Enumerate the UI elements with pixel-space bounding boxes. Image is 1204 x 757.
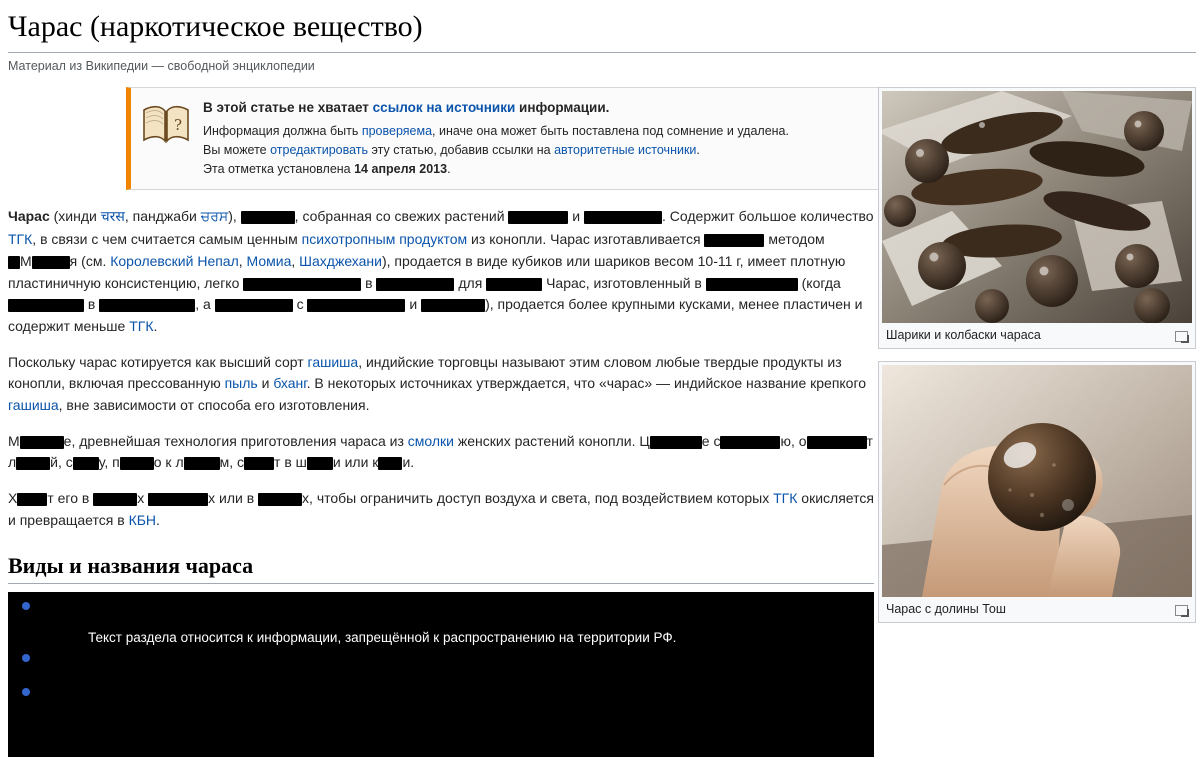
p1-seg4: . Содержит большое количество [662, 208, 874, 224]
p4-b: т его в [47, 490, 93, 506]
article-content [8, 87, 1196, 757]
image-column [878, 87, 1196, 636]
redaction-bar [650, 436, 702, 449]
p2-a: Поскольку чарас котируется как высший сорт [8, 354, 308, 370]
redaction-bar [241, 211, 295, 224]
royal-nepal-link[interactable]: Королевский Непал [110, 253, 239, 269]
p1-seg2: , собранная со свежих растений [295, 208, 509, 224]
edit-link[interactable]: отредактировать [270, 143, 368, 157]
p2-c: и [258, 375, 274, 391]
p4-e: х, чтобы ограничить доступ воздуха и света, под воздействием которых [302, 490, 773, 506]
p3-n: и. [402, 454, 414, 470]
p3-g: л [8, 454, 16, 470]
redaction-bar [148, 493, 208, 506]
redaction-notice-text: Текст раздела относится к информации, запрещённой к распространению на территории РФ. [88, 630, 676, 645]
p1-end: . [154, 318, 158, 334]
p1-seg5: , в связи с чем считается самым ценным [32, 231, 301, 247]
redaction-bar [486, 278, 542, 291]
p1-seg18: ), продается более крупными кусками, менее пластичен и содержит меньше [8, 296, 862, 334]
p1-sep1: , [239, 253, 247, 269]
redaction-bar [508, 211, 568, 224]
redaction-bar [243, 278, 361, 291]
caption-text: Шарики и колбаски чараса [886, 328, 1041, 342]
shahjehani-link[interactable]: Шахджехани [299, 253, 382, 269]
notice-line3-a: Эта отметка установлена [203, 162, 354, 176]
p1-seg7: методом [764, 231, 824, 247]
list-bullet [22, 602, 30, 610]
p1-ya-letter: я [70, 253, 78, 269]
thumbnail-caption [882, 597, 1192, 619]
p1-seg12: Чарас, изготовленный в [542, 275, 706, 291]
redaction-bar [17, 493, 47, 506]
p3-i: у, п [99, 454, 120, 470]
p3-f: т [867, 433, 873, 449]
kbn-link[interactable]: КБН [129, 512, 156, 528]
charas-balls-and-sausages-image[interactable] [882, 91, 1192, 323]
tgk-link-1[interactable]: ТГК [8, 231, 32, 247]
bhang-link[interactable]: бханг [273, 375, 306, 391]
magnify-icon[interactable] [1175, 331, 1188, 342]
notice-line2-c: . [696, 143, 699, 157]
p4-a: Х [8, 490, 17, 506]
p1-seg16: с [293, 296, 308, 312]
article-body [8, 206, 874, 757]
verifiability-link[interactable]: проверяема [362, 124, 432, 138]
paragraph-3 [8, 431, 874, 474]
open-book-question-icon [141, 102, 191, 146]
hindi-link[interactable]: चरस [101, 209, 125, 225]
p1-seg9: ), продается в виде кубиков или шариков весом 10-11 г, имеет плотную пластиничную консистенцию, легко [8, 253, 845, 291]
notice-title [203, 98, 789, 118]
notice-line-1 [203, 122, 789, 140]
p3-a: М [8, 433, 20, 449]
thumbnail-charas-balls[interactable] [878, 87, 1196, 349]
article-page [0, 8, 1204, 723]
reliable-sources-link[interactable]: авторитетные источники [554, 143, 696, 157]
p2-b: , индийские торговцы называют этим словом любые твердые продукты из конопли, включая прессованную [8, 354, 842, 392]
dust-link[interactable]: пыль [225, 375, 258, 391]
notice-line-2 [203, 141, 789, 159]
p3-l: т в ш [274, 454, 307, 470]
notice-date: 14 апреля 2013 [354, 162, 447, 176]
redaction-bar [307, 299, 405, 312]
redaction-bar [307, 457, 333, 470]
p1-m-letter: М [20, 253, 32, 269]
svg-text:?: ? [174, 116, 182, 134]
redaction-bar [720, 436, 780, 449]
paragraph-1 [8, 206, 874, 337]
p1-hindi-label: (хинди [50, 208, 101, 224]
p3-e: ю, о [780, 433, 806, 449]
paragraph-2 [8, 352, 874, 417]
p4-f: окисляется и превращается в [8, 490, 874, 528]
notice-line1-b: , иначе она может быть поставлена под сомнение и удалена. [432, 124, 789, 138]
p3-c: женских растений конопли. Ц [454, 433, 650, 449]
p1-seg17: и [405, 296, 421, 312]
redaction-bar [215, 299, 293, 312]
redaction-bar [99, 299, 195, 312]
p1-seg11: для [454, 275, 486, 291]
hashish-link-1[interactable]: гашиша [308, 354, 359, 370]
magnify-icon[interactable] [1175, 605, 1188, 616]
p1-sep2: , [291, 253, 299, 269]
notice-line2-b: эту статью, добавив ссылки на [368, 143, 554, 157]
paragraph-4 [8, 488, 874, 531]
p1-seg14: в [84, 296, 99, 312]
redaction-bar [244, 457, 274, 470]
redaction-bar [421, 299, 485, 312]
redaction-bar [807, 436, 867, 449]
momia-link[interactable]: Момиа [247, 253, 292, 269]
p3-d: е с [702, 433, 721, 449]
redaction-bar [258, 493, 302, 506]
psychotropic-product-link[interactable]: психотропным продуктом [302, 231, 468, 247]
redaction-bar [93, 493, 137, 506]
notice-title-after: информации. [515, 100, 609, 115]
list-bullet [22, 654, 30, 662]
notice-line3-b: . [447, 162, 450, 176]
thumbnail-charas-tosh[interactable] [878, 361, 1196, 623]
redaction-bar [706, 278, 798, 291]
notice-line1-a: Информация должна быть [203, 124, 362, 138]
redaction-bar [584, 211, 662, 224]
p1-seg13: (когда [798, 275, 841, 291]
resin-link[interactable]: смолки [408, 433, 454, 449]
site-subtitle: Материал из Википедии — свободной энциклопедии [8, 59, 1196, 73]
p1-seg8: (см. [77, 253, 110, 269]
notice-sources-link[interactable]: ссылок на источники [373, 100, 516, 115]
p1-seg3: и [568, 208, 584, 224]
section-heading-types: Виды и названия чараса [8, 553, 874, 584]
redaction-bar [704, 234, 764, 247]
p1-punjabi-label: , панджаби [125, 208, 201, 224]
redacted-section [8, 592, 874, 757]
redaction-bar [376, 278, 454, 291]
p2-e: , вне зависимости от способа его изготовления. [59, 397, 370, 413]
list-bullet [22, 688, 30, 696]
notice-text [203, 98, 789, 180]
p4-c: х [137, 490, 148, 506]
redaction-bar [8, 256, 20, 269]
redaction-bar [16, 457, 50, 470]
redaction-bar [32, 256, 70, 269]
p3-h: й, с [50, 454, 73, 470]
thumbnail-caption [882, 323, 1192, 345]
p1-seg10: в [361, 275, 376, 291]
p3-k: м, с [220, 454, 244, 470]
redaction-bar [184, 457, 220, 470]
redaction-bar [378, 457, 402, 470]
article-lead-term: Чарас [8, 208, 50, 224]
p3-j: о к л [154, 454, 184, 470]
notice-line2-a: Вы можете [203, 143, 270, 157]
tgk-link-2[interactable]: ТГК [129, 318, 153, 334]
charas-from-tosh-valley-image[interactable] [882, 365, 1192, 597]
redaction-bar [20, 436, 64, 449]
notice-title-before: В этой статье не хватает [203, 100, 373, 115]
notice-line-3 [203, 160, 789, 178]
punjabi-link[interactable]: ਚਰਸ [201, 209, 228, 225]
p3-m: и или к [333, 454, 379, 470]
tgk-link-3[interactable]: ТГК [773, 490, 797, 506]
p1-seg6: из конопли. Чарас изготавливается [467, 231, 704, 247]
redaction-bar [73, 457, 99, 470]
p1-seg15: , а [195, 296, 214, 312]
redaction-bar [8, 299, 84, 312]
caption-text: Чарас с долины Тош [886, 602, 1006, 616]
page-title: Чарас (наркотическое вещество) [8, 8, 1196, 53]
p3-b: е, древнейшая технология приготовления чараса из [64, 433, 408, 449]
p2-d: . В некоторых источниках утверждается, что «чарас» — индийское название крепкого [307, 375, 866, 391]
p4-g: . [156, 512, 160, 528]
redaction-bar [120, 457, 154, 470]
p4-d: х или в [208, 490, 258, 506]
p1-seg1: ), [228, 208, 240, 224]
hashish-link-2[interactable]: гашиша [8, 397, 59, 413]
